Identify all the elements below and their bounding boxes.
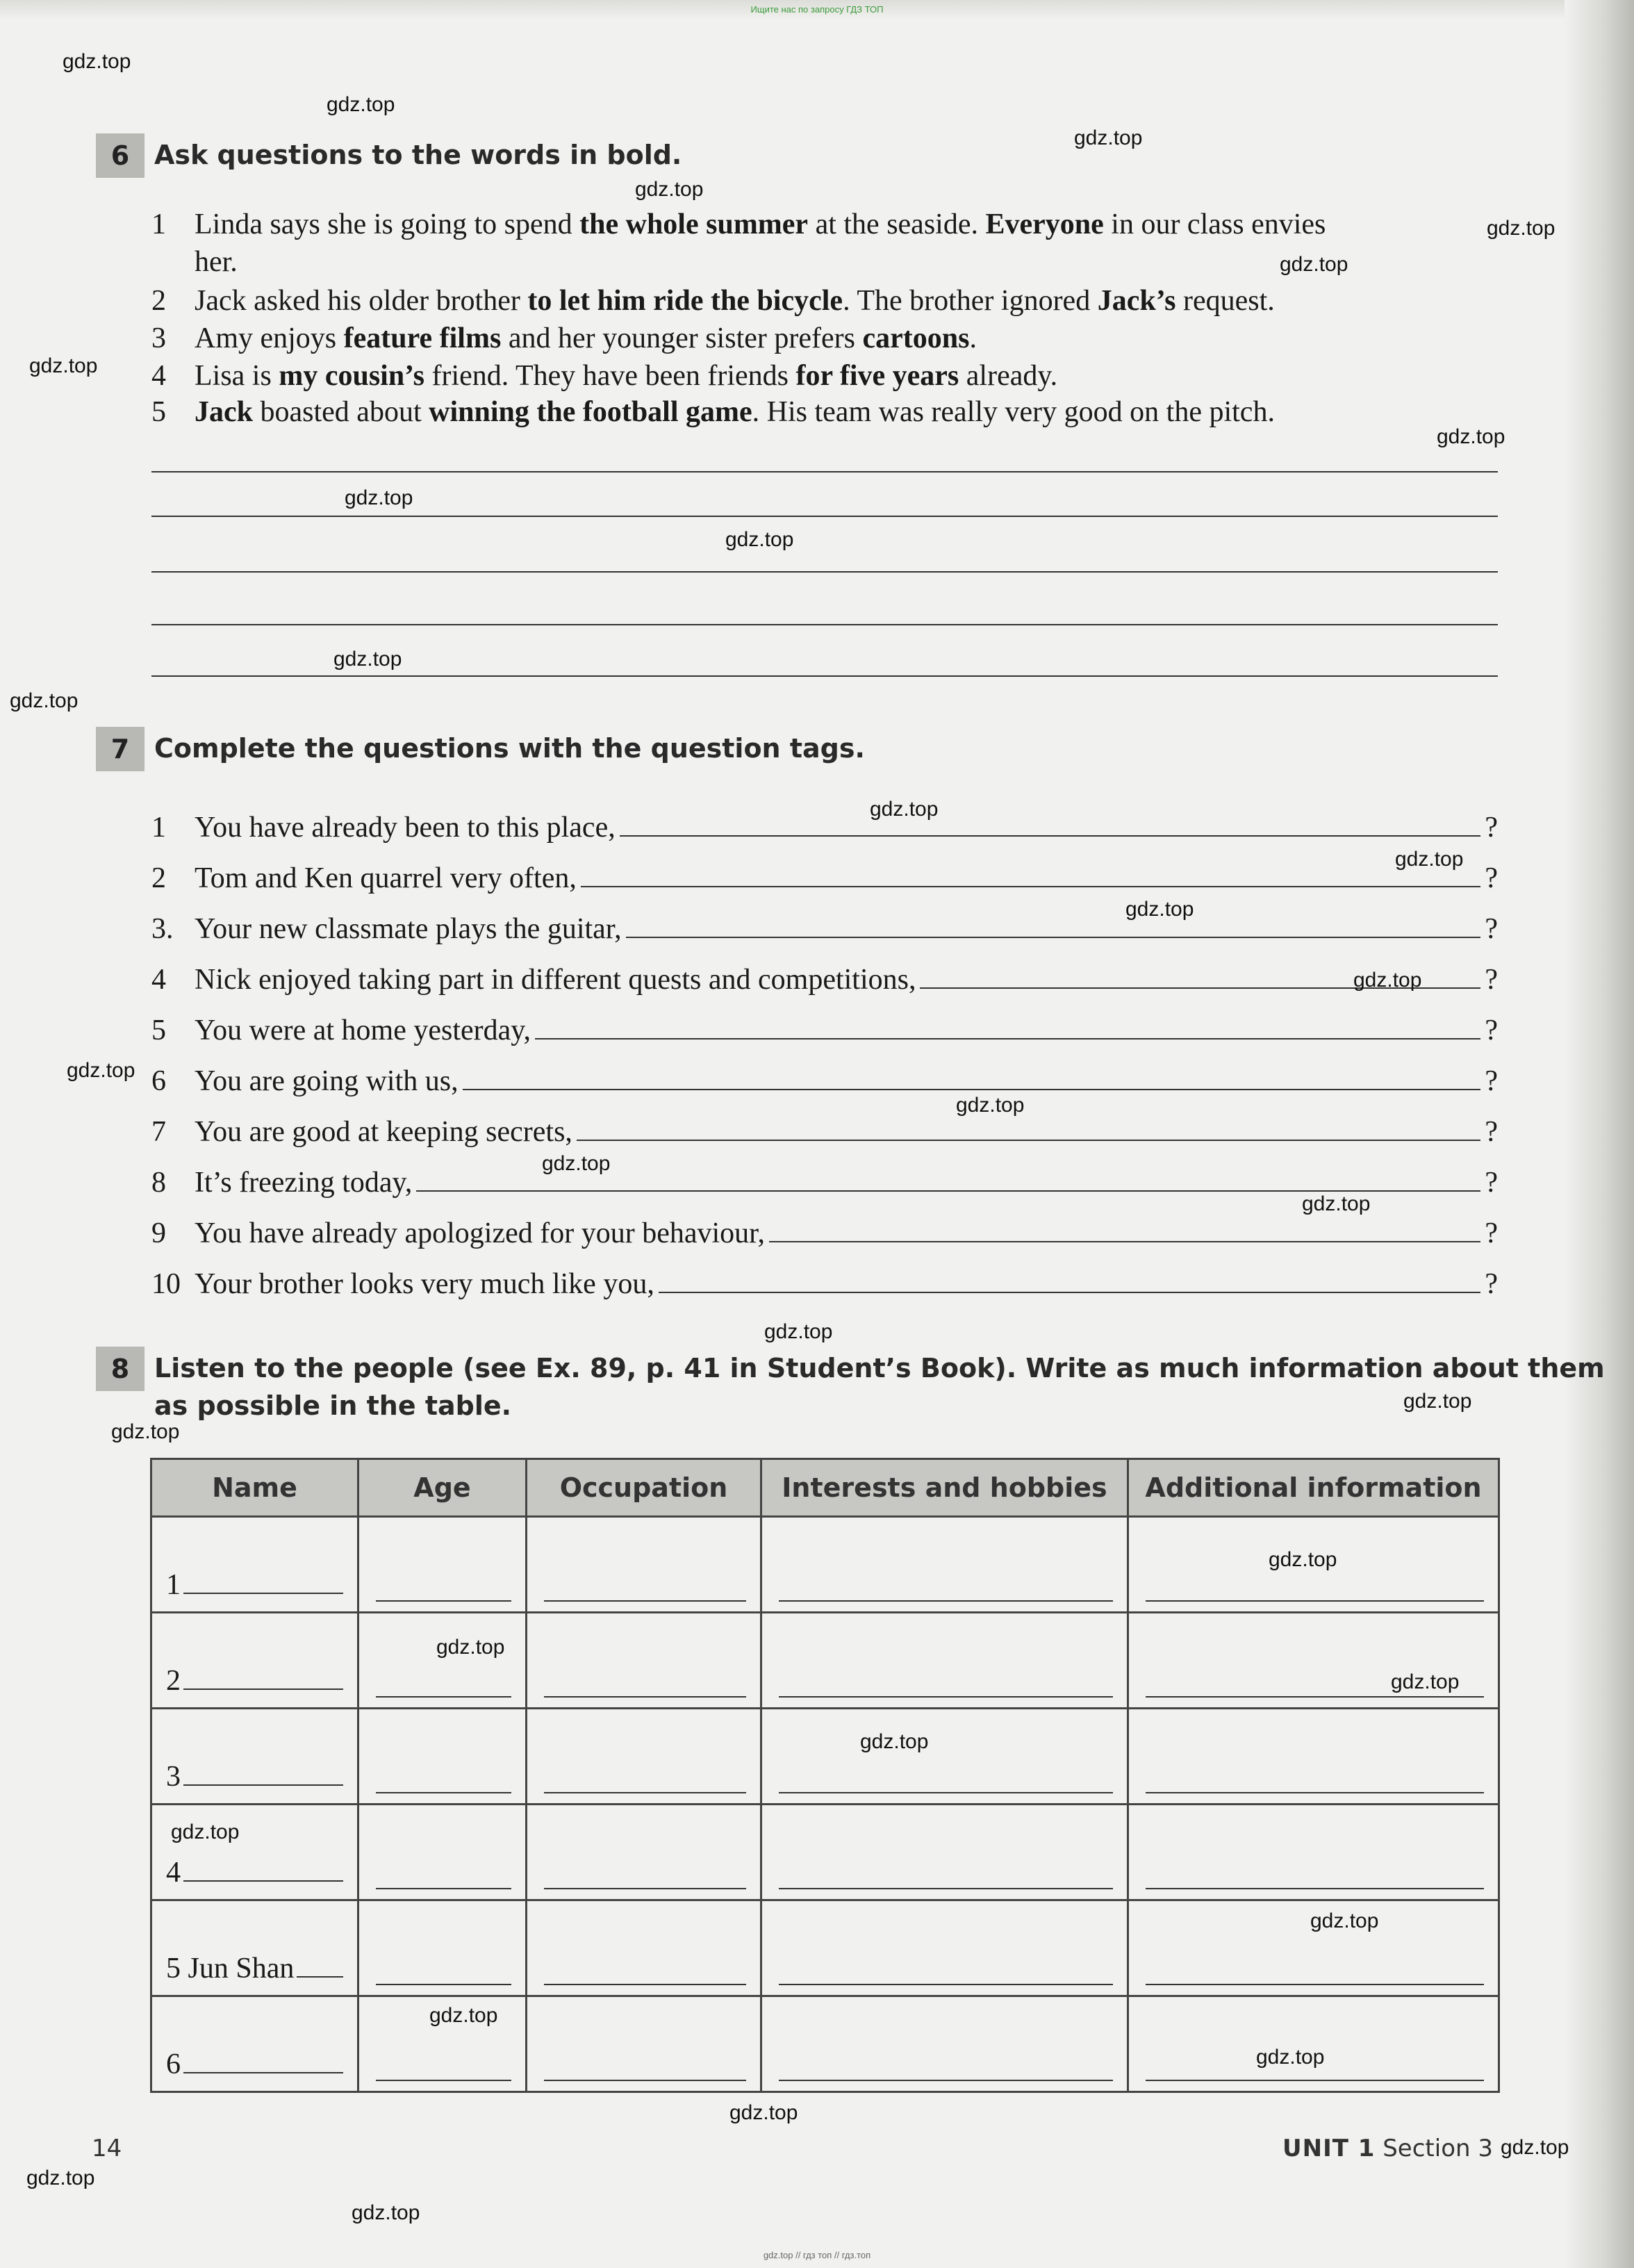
page-spine-shadow: [1565, 0, 1634, 2268]
watermark-text: gdz.top: [1074, 126, 1143, 149]
watermark-text: gdz.top: [67, 1059, 135, 1082]
question-text: You were at home yesterday,: [195, 1014, 531, 1046]
item-number: 2: [151, 285, 166, 317]
exercise-7-item: [151, 1264, 1498, 1301]
exercise-7-item: [151, 909, 1498, 946]
item-number: 1: [151, 208, 166, 240]
item-number: 10: [151, 1268, 181, 1300]
sentence-text: at the seaside.: [808, 208, 986, 240]
section-label: Section 3: [1383, 2135, 1493, 2162]
answer-blank[interactable]: [1146, 1956, 1484, 1985]
exercise-7-item: [151, 1112, 1498, 1149]
item-number: 7: [151, 1116, 166, 1148]
answer-blank[interactable]: [544, 1572, 746, 1602]
sentence-text: in our class envies: [1103, 208, 1326, 240]
table-cell: [527, 1613, 761, 1709]
row-label: 2: [166, 1665, 181, 1697]
exercise-7-item: [151, 1010, 1498, 1048]
table-cell: [761, 1805, 1128, 1900]
watermark-text: gdz.top: [1353, 969, 1422, 992]
answer-line[interactable]: [151, 471, 1498, 472]
question-text: You have already apologized for your behaviour,: [195, 1217, 765, 1249]
question-mark: ?: [1485, 1065, 1498, 1097]
answer-blank[interactable]: [183, 1852, 343, 1882]
bottom-banner[interactable]: gdz.top // гдз топ // гдз.топ: [763, 2250, 871, 2260]
watermark-text: gdz.top: [333, 648, 402, 671]
exercise-7-header: [96, 727, 865, 771]
watermark-text: gdz.top: [1403, 1390, 1472, 1413]
question-mark: ?: [1485, 1167, 1498, 1199]
answer-blank[interactable]: [183, 1757, 343, 1786]
question-text: Your brother looks very much like you,: [195, 1268, 654, 1300]
item-number: 4: [151, 360, 166, 392]
header-occupation: Occupation: [527, 1459, 761, 1517]
answer-blank[interactable]: [779, 2052, 1113, 2081]
watermark-text: gdz.top: [63, 50, 131, 73]
table-cell: [527, 1805, 761, 1900]
watermark-text: gdz.top: [956, 1094, 1025, 1117]
question-mark: ?: [1485, 1217, 1498, 1249]
bold-target-phrase: winning the football game: [429, 396, 752, 428]
question-mark: ?: [1485, 1268, 1498, 1300]
table-cell: [527, 1709, 761, 1805]
table-cell: [761, 1517, 1128, 1613]
watermark-text: gdz.top: [111, 1420, 180, 1443]
sentence-text: . His team was really very good on the pitch.: [752, 396, 1275, 428]
bold-target-phrase: to let him ride the bicycle: [527, 285, 843, 317]
watermark-text: gdz.top: [1280, 253, 1348, 276]
question-tag-blank[interactable]: [769, 1213, 1480, 1242]
answer-line[interactable]: [151, 675, 1498, 677]
bold-target-phrase: feature films: [343, 322, 502, 354]
exercise-6-item: [151, 357, 1057, 395]
answer-blank[interactable]: [779, 1860, 1113, 1889]
watermark-text: gdz.top: [1391, 1670, 1460, 1693]
answer-blank[interactable]: [544, 1764, 746, 1793]
watermark-text: gdz.top: [327, 93, 395, 116]
answer-blank[interactable]: [183, 1565, 343, 1594]
sentence-text: friend. They have been friends: [424, 360, 796, 392]
table-header-row: [151, 1459, 1499, 1517]
header-age: Age: [358, 1459, 527, 1517]
table-cell: [358, 1517, 527, 1613]
table-row: [151, 1613, 1499, 1709]
unit-section-label: [1282, 2135, 1493, 2162]
answer-blank[interactable]: [183, 2044, 343, 2073]
watermark-text: gdz.top: [1125, 898, 1194, 921]
exercise-6-item: [151, 206, 1326, 243]
table-cell: [358, 1613, 527, 1709]
bold-target-phrase: cartoons: [862, 322, 970, 354]
question-tag-blank[interactable]: [535, 1010, 1480, 1040]
question-text: You have already been to this place,: [195, 812, 616, 844]
table-cell: [527, 1996, 761, 2092]
sentence-text: .: [969, 322, 977, 354]
answer-line[interactable]: [151, 516, 1498, 517]
question-text: It’s freezing today,: [195, 1167, 413, 1199]
question-mark: ?: [1485, 1014, 1498, 1046]
row-label: 1: [166, 1569, 181, 1601]
answer-blank[interactable]: [297, 1948, 343, 1978]
watermark-text: gdz.top: [860, 1730, 929, 1753]
question-mark: ?: [1485, 862, 1498, 894]
answer-blank[interactable]: [544, 1668, 746, 1698]
exercise-6-header: [96, 133, 682, 178]
question-tag-blank[interactable]: [581, 858, 1480, 887]
answer-blank[interactable]: [779, 1764, 1113, 1793]
answer-blank[interactable]: [376, 1860, 511, 1889]
answer-blank[interactable]: [376, 1764, 511, 1793]
unit-label: UNIT 1: [1282, 2135, 1376, 2162]
exercise-6-item: [151, 393, 1275, 431]
sentence-text: boasted about: [253, 396, 429, 428]
table-cell: [1128, 1709, 1499, 1805]
item-number: 6: [151, 1065, 166, 1097]
item-number: 3.: [151, 913, 174, 945]
question-text: Nick enjoyed taking part in different quests and competitions,: [195, 964, 916, 996]
question-text: You are good at keeping secrets,: [195, 1116, 572, 1148]
watermark-text: gdz.top: [1437, 425, 1505, 448]
table-cell: [527, 1900, 761, 1996]
bold-target-phrase: Jack’s: [1097, 285, 1176, 317]
watermark-text: gdz.top: [10, 689, 79, 712]
watermark-text: gdz.top: [429, 2004, 498, 2027]
exercise-8-header: [96, 1347, 1605, 1424]
table-row: [151, 1805, 1499, 1900]
answer-blank[interactable]: [544, 2052, 746, 2081]
question-mark: ?: [1485, 913, 1498, 945]
answer-line[interactable]: [151, 624, 1498, 625]
question-text: You are going with us,: [195, 1065, 459, 1097]
table-cell: [151, 1709, 358, 1805]
table-cell: [1128, 1996, 1499, 2092]
table-cell: [358, 1900, 527, 1996]
table-cell: [761, 1709, 1128, 1805]
item-number: 8: [151, 1167, 166, 1199]
question-text: Your new classmate plays the guitar,: [195, 913, 622, 945]
watermark-text: gdz.top: [171, 1821, 240, 1843]
exercise-6-item-continuation: her.: [195, 246, 238, 278]
watermark-text: gdz.top: [1269, 1548, 1337, 1571]
exercise-6-item: [151, 320, 977, 357]
item-number: 9: [151, 1217, 166, 1249]
answer-line[interactable]: [151, 571, 1498, 573]
answer-blank[interactable]: [779, 1668, 1113, 1698]
table-cell: [151, 1517, 358, 1613]
table-cell: [761, 1900, 1128, 1996]
sentence-text: Jack asked his older brother: [195, 285, 528, 317]
item-number: 2: [151, 862, 166, 894]
exercise-7-title: Complete the questions with the question tags.: [154, 733, 865, 764]
question-tag-blank[interactable]: [620, 807, 1481, 837]
item-number: 4: [151, 964, 166, 996]
header-name: Name: [151, 1459, 358, 1517]
answer-blank[interactable]: [1146, 1572, 1484, 1602]
header-additional: Additional information: [1128, 1459, 1499, 1517]
watermark-text: gdz.top: [729, 2101, 798, 2124]
exercise-7-item: [151, 858, 1498, 896]
exercise-7-item: [151, 1061, 1498, 1099]
sentence-text: and her younger sister prefers: [501, 322, 863, 354]
table-cell: [527, 1517, 761, 1613]
answer-blank[interactable]: [1146, 1860, 1484, 1889]
table-cell: [761, 1996, 1128, 2092]
answer-blank[interactable]: [544, 1860, 746, 1889]
bold-target-phrase: the whole summer: [579, 208, 809, 240]
answer-blank[interactable]: [376, 1668, 511, 1698]
exercise-8-title-line-1: Listen to the people (see Ex. 89, p. 41 in Student’s Book). Write as much information about them: [154, 1353, 1605, 1383]
answer-blank[interactable]: [376, 1956, 511, 1985]
exercise-6-title: Ask questions to the words in bold.: [154, 140, 682, 170]
row-label: 3: [166, 1761, 181, 1793]
watermark-text: gdz.top: [345, 486, 413, 509]
question-text: Tom and Ken quarrel very often,: [195, 862, 577, 894]
answer-blank[interactable]: [376, 2052, 511, 2081]
watermark-text: gdz.top: [1395, 848, 1464, 871]
watermark-text: gdz.top: [1310, 1909, 1379, 1932]
exercise-7-item: [151, 960, 1498, 997]
watermark-text: gdz.top: [29, 354, 98, 377]
watermark-text: gdz.top: [870, 798, 939, 821]
item-number: 3: [151, 322, 166, 354]
watermark-text: gdz.top: [26, 2167, 95, 2189]
watermark-text: gdz.top: [635, 178, 704, 201]
exercise-6-number: 6: [96, 133, 145, 178]
answer-blank[interactable]: [779, 1572, 1113, 1602]
sentence-text: Linda says she is going to spend: [195, 208, 580, 240]
table-cell: [151, 1996, 358, 2092]
question-tag-blank[interactable]: [626, 909, 1481, 938]
exercise-7-item: [151, 1162, 1498, 1200]
table-cell: [151, 1900, 358, 1996]
bold-target-phrase: Everyone: [985, 208, 1104, 240]
answer-blank[interactable]: [779, 1956, 1113, 1985]
table-row: [151, 1709, 1499, 1805]
bold-target-phrase: my cousin’s: [279, 360, 424, 392]
question-mark: ?: [1485, 964, 1498, 996]
table-cell: [1128, 1805, 1499, 1900]
exercise-8-title-line-2: as possible in the table.: [154, 1390, 512, 1421]
question-tag-blank[interactable]: [659, 1264, 1481, 1293]
sentence-text: request.: [1175, 285, 1275, 317]
top-banner[interactable]: Ищите нас по запросу ГДЗ ТОП: [750, 4, 884, 15]
table-row: [151, 1900, 1499, 1996]
table-cell: [151, 1613, 358, 1709]
row-label: 6: [166, 2048, 181, 2080]
item-number: 5: [151, 1014, 166, 1046]
answer-blank[interactable]: [376, 1572, 511, 1602]
watermark-text: gdz.top: [352, 2201, 420, 2224]
watermark-text: gdz.top: [764, 1320, 833, 1343]
answer-blank[interactable]: [1146, 1764, 1484, 1793]
table-cell: [151, 1805, 358, 1900]
item-number: 1: [151, 812, 166, 844]
question-mark: ?: [1485, 812, 1498, 844]
watermark-text: gdz.top: [1302, 1192, 1371, 1215]
bold-target-phrase: Jack: [195, 396, 253, 428]
watermark-text: gdz.top: [1256, 2046, 1325, 2069]
bold-target-phrase: for five years: [795, 360, 959, 392]
exercise-8-number: 8: [96, 1347, 145, 1391]
table-cell: [761, 1613, 1128, 1709]
exercise-6-item: [151, 282, 1275, 320]
watermark-text: gdz.top: [436, 1636, 505, 1659]
sentence-text: Amy enjoys: [195, 322, 344, 354]
page-number: 14: [92, 2135, 122, 2162]
question-tag-blank[interactable]: [463, 1061, 1481, 1090]
question-tag-blank[interactable]: [577, 1112, 1480, 1141]
sentence-text: already.: [959, 360, 1058, 392]
item-number: 5: [151, 396, 166, 428]
table-cell: [358, 1709, 527, 1805]
sentence-text: Lisa is: [195, 360, 279, 392]
watermark-text: gdz.top: [542, 1152, 611, 1175]
answer-blank[interactable]: [544, 1956, 746, 1985]
watermark-text: gdz.top: [1487, 217, 1555, 240]
table-row: [151, 1996, 1499, 2092]
header-interests: Interests and hobbies: [761, 1459, 1128, 1517]
table-cell: [358, 1805, 527, 1900]
watermark-text: gdz.top: [1501, 2136, 1569, 2159]
answer-blank[interactable]: [183, 1661, 343, 1690]
watermark-text: gdz.top: [725, 528, 794, 551]
sentence-text: . The brother ignored: [843, 285, 1098, 317]
exercise-7-number: 7: [96, 727, 145, 771]
question-mark: ?: [1485, 1116, 1498, 1148]
row-label: 5 Jun Shan: [166, 1953, 295, 1984]
row-label: 4: [166, 1857, 181, 1889]
exercise-8-title: [154, 1347, 1605, 1424]
exercise-7-item: [151, 1213, 1498, 1251]
exercise-7-item: [151, 807, 1498, 845]
